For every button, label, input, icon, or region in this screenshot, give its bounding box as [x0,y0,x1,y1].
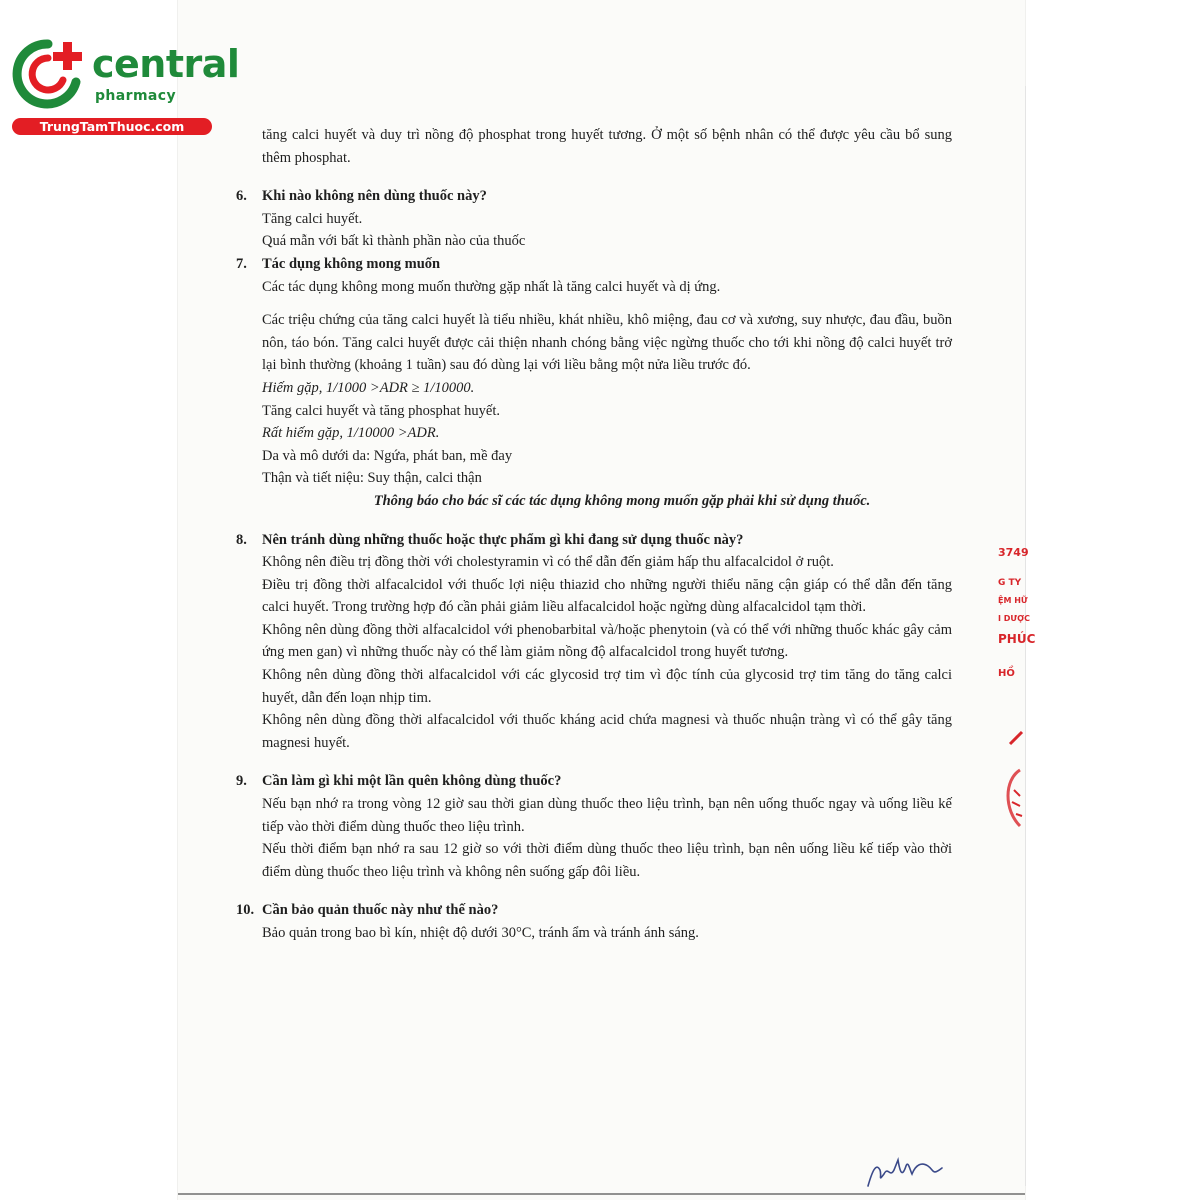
contraindication-item: Tăng calci huyết. [262,210,363,227]
signature-icon [862,1148,952,1192]
section-title: Tác dụng không mong muốn [262,255,441,272]
section-title: Cần làm gì khi một lần quên không dùng thuốc? [262,773,562,790]
very-rare-frequency-label: Rất hiếm gặp, 1/10000 >ADR. [262,425,440,442]
interaction-paragraph: Không nên dùng đồng thời alfacalcidol với các glycosid trợ tim vì độc tính của glycosid trợ tim tăng do tăng calci huyết, dẫn đến loạn nhịp tim. [262,667,952,706]
stamp-text: HỒ [998,668,1015,679]
stamp-text: 3749 [998,546,1029,559]
contraindication-item: Quá mẫn với bất kì thành phần nào của thuốc [262,233,526,250]
missed-dose-paragraph: Nếu thời điểm bạn nhớ ra sau 12 giờ so với thời điểm dùng thuốc theo liệu trình, bạn nên uống liều kế tiếp vào thời điểm dùng thuốc theo liệu trình và không nên suống gấp đôi liều. [262,841,952,880]
stamp-text: ỆM HỮ [998,596,1028,605]
section-number: 7. [236,255,247,272]
section-9-heading [236,770,952,793]
section-title: Khi nào không nên dùng thuốc này? [262,188,487,205]
doctor-notice: Thông báo cho bác sĩ các tác dụng không mong muốn gặp phải khi sử dụng thuốc. [373,492,871,509]
section-number: 6. [236,188,247,205]
missed-dose-paragraph: Nếu bạn nhớ ra trong vòng 12 giờ sau thời gian dùng thuốc theo liệu trình, bạn nên uống thuốc ngay và uống liều kế tiếp vào thời điểm dùng thuốc theo liệu trình. [262,796,952,835]
logo-website[interactable]: TrungTamThuoc.com [12,118,212,135]
side-effects-summary: Các tác dụng không mong muốn thường gặp nhất là tăng calci huyết và dị ứng. [262,278,721,295]
leaflet-content [236,124,952,945]
section-8-heading [236,529,952,552]
section-number: 9. [236,773,247,790]
skin-effects: Da và mô dưới da: Ngứa, phát ban, mề đay [262,447,513,464]
section-title: Nên tránh dùng những thuốc hoặc thực phẩm gì khi đang sử dụng thuốc này? [262,531,744,548]
interaction-paragraph: Điều trị đồng thời alfacalcidol với thuốc lợi niệu thiazid cho những người thiểu năng cận giáp có thể dẫn đến tăng calci huyết. Trong trường hợp đó cần phải giảm liều alfacalcidol hoặc ngừng dùng alfacalcidol tạm thời. [262,576,952,616]
pharmacy-cross-icon [8,36,88,112]
hypercalcemia-symptoms: Các triệu chứng của tăng calci huyết là tiểu nhiều, khát nhiều, khô miệng, đau cơ và xương, suy nhược, đau đầu, buồn nôn, táo bón. Tăng calci huyết được cải thiện nhanh chóng bằng việc ngừng thuốc cho tới khi nồng độ calci huyết trở lại bình thường (khoảng 1 tuần) sau đó dùng lại với liều bằng một nửa liều trước đó. [262,312,952,374]
rare-effects: Tăng calci huyết và tăng phosphat huyết. [262,402,500,419]
intro-paragraph: tăng calci huyết và duy trì nồng độ phosphat trong huyết tương. Ở một số bệnh nhân có thể được yêu cầu bổ sung thêm phosphat. [262,127,952,166]
stamp-text: PHÚC [998,632,1036,646]
section-number: 8. [236,531,247,548]
central-pharmacy-logo[interactable] [8,36,240,136]
interaction-paragraph: Không nên điều trị đồng thời với cholestyramin vì có thể dẫn đến giảm hấp thu alfacalcidol ở ruột. [262,554,834,571]
section-10-heading [236,899,952,922]
storage-instructions: Bảo quản trong bao bì kín, nhiệt độ dưới 30°C, tránh ẩm và tránh ánh sáng. [262,925,699,941]
kidney-effects: Thận và tiết niệu: Suy thận, calci thận [262,470,482,487]
interaction-paragraph: Không nên dùng đồng thời alfacalcidol với thuốc kháng acid chứa magnesi và thuốc nhuận tràng vì có thể gây tăng magnesi huyết. [262,712,952,751]
stamp-seal-icon [996,730,1026,840]
rare-frequency-label: Hiếm gặp, 1/1000 >ADR ≥ 1/10000. [262,379,475,396]
company-stamp-fragment [990,540,1036,840]
section-7-heading [236,253,952,276]
section-6-heading [236,185,952,208]
logo-name: central [92,42,240,86]
section-title: Cần bảo quản thuốc này như thế nào? [262,902,499,919]
bottom-rule [178,1193,1025,1195]
stamp-text: I DƯỢC [998,614,1030,623]
interaction-paragraph: Không nên dùng đồng thời alfacalcidol với phenobarbital và/hoặc phenytoin (và có thể với những thuốc khác gây cảm ứng men gan) vì những thuốc này có thể làm giảm nồng độ alfacalcidol trong huyết tương. [262,621,952,661]
stamp-text: G TY [998,578,1022,588]
section-number: 10. [236,902,255,919]
logo-subtitle: pharmacy [95,88,176,104]
